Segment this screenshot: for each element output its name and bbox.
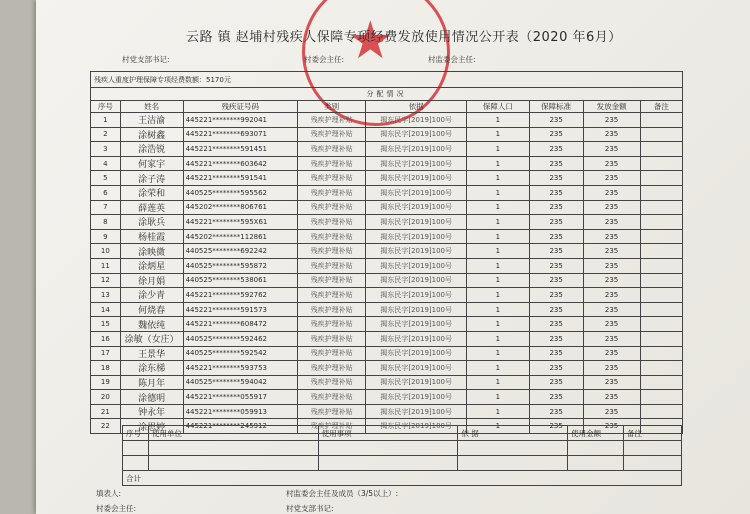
row-population: 1 [466,273,529,288]
footer-secretary-label: 村党支部书记: [286,504,334,513]
row-category: 残疾护理补贴 [297,346,366,361]
row-id-number: 445221********591573 [183,302,297,317]
row-amount: 235 [583,302,640,317]
table-row [91,288,683,303]
row-amount: 235 [583,185,640,200]
row-standard: 235 [529,113,583,128]
row-remarks [640,244,682,259]
row-standard: 235 [529,258,583,273]
row-standard: 235 [529,419,583,434]
row-amount: 235 [583,375,640,390]
row-basis: 揭东民字[2019]100号 [366,244,467,259]
usage-header-remarks: 备注 [624,426,682,441]
row-standard: 235 [529,200,583,215]
row-population: 1 [466,244,529,259]
row-name: 涂敏（女庄） [120,331,183,346]
row-standard: 235 [529,390,583,405]
row-standard: 235 [529,346,583,361]
row-population: 1 [466,404,529,419]
row-basis: 揭东民字[2019]100号 [366,258,467,273]
usage-header-basis: 依 据 [458,426,568,441]
row-id-number: 440525********592542 [183,346,297,361]
table-row [91,113,683,128]
row-name: 涂东梯 [120,361,183,376]
usage-header-no: 序号 [123,426,149,441]
row-name: 何家宇 [120,156,183,171]
row-amount: 235 [583,215,640,230]
row-standard: 235 [529,361,583,376]
table-row [91,273,683,288]
row-category: 残疾护理补贴 [297,171,366,186]
row-amount: 235 [583,142,640,157]
table-row [91,215,683,230]
row-id-number: 445221********603642 [183,156,297,171]
distribution-table [90,71,683,434]
row-amount: 235 [583,273,640,288]
row-id-number: 445221********593753 [183,361,297,376]
row-category: 残疾护理补贴 [297,229,366,244]
row-id-number: 445221********595X61 [183,215,297,230]
usage-table [122,425,682,486]
row-amount: 235 [583,127,640,142]
row-name: 涂德明 [120,390,183,405]
table-row [91,404,683,419]
row-amount: 235 [583,404,640,419]
row-population: 1 [466,419,529,434]
row-basis: 揭东民字[2019]100号 [366,346,467,361]
row-id-number: 440525********595872 [183,258,297,273]
row-basis: 揭东民字[2019]100号 [366,288,467,303]
row-name: 陈月年 [120,375,183,390]
secretary-signature-label: 村党支部书记: [122,55,170,64]
row-basis: 揭东民字[2019]100号 [366,331,467,346]
row-standard: 235 [529,375,583,390]
row-number: 7 [91,200,121,215]
row-basis: 揭东民字[2019]100号 [366,419,467,434]
table-row [91,229,683,244]
row-category: 残疾护理补贴 [297,390,366,405]
row-category: 残疾护理补贴 [297,317,366,332]
row-id-number: 445202********806761 [183,200,297,215]
row-amount: 235 [583,258,640,273]
supervision-signature-label: 村监委会主任: [428,55,476,64]
row-standard: 235 [529,273,583,288]
row-standard: 235 [529,302,583,317]
row-number: 1 [91,113,121,128]
row-name: 何烧春 [120,302,183,317]
table-row [91,258,683,273]
header-no: 序号 [91,101,121,113]
row-amount: 235 [583,229,640,244]
row-population: 1 [466,288,529,303]
row-category: 残疾护理补贴 [297,273,366,288]
row-population: 1 [466,390,529,405]
header-name: 姓名 [120,101,183,113]
row-number: 5 [91,171,121,186]
row-remarks [640,390,682,405]
row-category: 残疾护理补贴 [297,142,366,157]
row-remarks [640,346,682,361]
row-standard: 235 [529,171,583,186]
row-category: 残疾护理补贴 [297,302,366,317]
row-number: 9 [91,229,121,244]
table-row [91,171,683,186]
row-population: 1 [466,185,529,200]
header-amount: 发放金额 [583,101,640,113]
row-amount: 235 [583,288,640,303]
row-standard: 235 [529,288,583,303]
row-name: 钟永年 [120,404,183,419]
row-number: 21 [91,404,121,419]
row-amount: 235 [583,419,640,434]
table-row [91,375,683,390]
row-number: 14 [91,302,121,317]
row-remarks [640,317,682,332]
row-id-number: 445202********112861 [183,229,297,244]
row-id-number: 440525********594042 [183,375,297,390]
row-name: 涂耿兵 [120,215,183,230]
row-amount: 235 [583,244,640,259]
document-page [36,0,750,514]
row-population: 1 [466,346,529,361]
row-remarks [640,113,682,128]
row-number: 20 [91,390,121,405]
row-amount: 235 [583,200,640,215]
row-id-number: 440525********538061 [183,273,297,288]
row-name: 涂炳星 [120,258,183,273]
row-name: 徐月娟 [120,273,183,288]
row-number: 2 [91,127,121,142]
row-standard: 235 [529,185,583,200]
row-standard: 235 [529,215,583,230]
table-row [91,346,683,361]
row-remarks [640,229,682,244]
row-name: 涂子涛 [120,171,183,186]
row-number: 8 [91,215,121,230]
row-remarks [640,156,682,171]
row-standard: 235 [529,404,583,419]
row-remarks [640,185,682,200]
row-basis: 揭东民字[2019]100号 [366,317,467,332]
row-number: 4 [91,156,121,171]
row-id-number: 445221********608472 [183,317,297,332]
row-id-number: 445221********592762 [183,288,297,303]
usage-total-label: 合计 [123,471,682,486]
table-row [91,302,683,317]
row-name: 王洁渝 [120,113,183,128]
row-basis: 揭东民字[2019]100号 [366,142,467,157]
seal-star-icon: ★ [347,11,394,71]
row-category: 残疾护理补贴 [297,156,366,171]
row-standard: 235 [529,156,583,171]
row-population: 1 [466,156,529,171]
row-basis: 揭东民字[2019]100号 [366,361,467,376]
row-category: 残疾护理补贴 [297,113,366,128]
document-title: 云路 镇 赵埔村残疾人保障专项经费发放使用情况公开表（2020 年6月） [186,30,622,45]
row-category: 残疾护理补贴 [297,375,366,390]
footer-director-label: 村委会主任: [96,504,137,513]
row-number: 12 [91,273,121,288]
header-category: 类别 [297,101,366,113]
row-category: 残疾护理补贴 [297,404,366,419]
row-remarks [640,215,682,230]
row-population: 1 [466,317,529,332]
row-id-number: 445221********591541 [183,171,297,186]
row-id-number: 445221********245912 [183,419,297,434]
row-amount: 235 [583,361,640,376]
row-number: 16 [91,331,121,346]
header-remarks: 备注 [640,101,682,113]
table-row [91,185,683,200]
row-population: 1 [466,200,529,215]
row-category: 残疾护理补贴 [297,244,366,259]
row-standard: 235 [529,229,583,244]
row-name: 涂映微 [120,244,183,259]
row-remarks [640,404,682,419]
row-number: 3 [91,142,121,157]
row-amount: 235 [583,317,640,332]
usage-header-item: 使用事项 [318,426,458,441]
row-population: 1 [466,258,529,273]
table-row [91,156,683,171]
row-amount: 235 [583,113,640,128]
row-id-number: 445221********591451 [183,142,297,157]
row-population: 1 [466,127,529,142]
row-name: 薛莲英 [120,200,183,215]
row-basis: 揭东民字[2019]100号 [366,375,467,390]
usage-header-amount: 使用金额 [568,426,624,441]
row-remarks [640,302,682,317]
row-amount: 235 [583,171,640,186]
table-row [91,361,683,376]
row-id-number: 440525********692242 [183,244,297,259]
row-remarks [640,375,682,390]
row-basis: 揭东民字[2019]100号 [366,390,467,405]
table-row [91,200,683,215]
filler-label: 填表人: [96,489,122,498]
row-category: 残疾护理补贴 [297,200,366,215]
row-remarks [640,127,682,142]
table-row [91,331,683,346]
row-id-number: 445221********992041 [183,113,297,128]
row-number: 15 [91,317,121,332]
row-remarks [640,142,682,157]
row-remarks [640,361,682,376]
row-name: 涂少青 [120,288,183,303]
table-row [91,244,683,259]
row-amount: 235 [583,156,640,171]
row-amount: 235 [583,390,640,405]
usage-header-unit: 使用单位 [148,426,318,441]
header-id: 残疾证号码 [183,101,297,113]
row-number: 11 [91,258,121,273]
row-basis: 揭东民字[2019]100号 [366,156,467,171]
director-signature-label: 村委会主任: [304,55,345,64]
row-number: 10 [91,244,121,259]
row-category: 残疾护理补贴 [297,331,366,346]
row-remarks [640,288,682,303]
row-id-number: 440525********595562 [183,185,297,200]
row-category: 残疾护理补贴 [297,215,366,230]
row-category: 残疾护理补贴 [297,361,366,376]
row-standard: 235 [529,142,583,157]
row-id-number: 445221********059913 [183,404,297,419]
row-basis: 揭东民字[2019]100号 [366,171,467,186]
row-name: 涂浩锐 [120,142,183,157]
row-name: 涂荣和 [120,185,183,200]
row-standard: 235 [529,317,583,332]
row-basis: 揭东民字[2019]100号 [366,127,467,142]
row-remarks [640,200,682,215]
row-number: 13 [91,288,121,303]
row-standard: 235 [529,244,583,259]
row-category: 残疾护理补贴 [297,185,366,200]
row-population: 1 [466,215,529,230]
row-population: 1 [466,375,529,390]
header-standard: 保障标准 [529,101,583,113]
row-id-number: 445221********693071 [183,127,297,142]
table-row [91,127,683,142]
row-remarks [640,273,682,288]
row-standard: 235 [529,331,583,346]
row-population: 1 [466,113,529,128]
row-name: 涂树鑫 [120,127,183,142]
row-population: 1 [466,142,529,157]
row-amount: 235 [583,346,640,361]
row-basis: 揭东民字[2019]100号 [366,229,467,244]
table-row [91,317,683,332]
row-name: 王景华 [120,346,183,361]
row-basis: 揭东民字[2019]100号 [366,273,467,288]
row-number: 17 [91,346,121,361]
supervisory-members-label: 村监委会主任及成员（3/5以上）: [286,489,399,498]
row-number: 22 [91,419,121,434]
row-population: 1 [466,171,529,186]
row-number: 18 [91,361,121,376]
row-basis: 揭东民字[2019]100号 [366,185,467,200]
table-row [91,390,683,405]
section-heading: 分配情况 [91,88,683,101]
row-basis: 揭东民字[2019]100号 [366,113,467,128]
row-remarks [640,258,682,273]
row-population: 1 [466,229,529,244]
row-id-number: 440525********592462 [183,331,297,346]
row-basis: 揭东民字[2019]100号 [366,215,467,230]
header-population: 保障人口 [466,101,529,113]
row-category: 残疾护理补贴 [297,419,366,434]
row-basis: 揭东民字[2019]100号 [366,302,467,317]
row-name: 杨桂霞 [120,229,183,244]
table-row [91,142,683,157]
row-remarks [640,331,682,346]
row-amount: 235 [583,331,640,346]
row-number: 6 [91,185,121,200]
row-remarks [640,171,682,186]
row-population: 1 [466,361,529,376]
row-name: 涂思婷 [120,419,183,434]
fund-amount: 残疾人重度护理保障专项经费数额：5170元 [91,72,683,88]
row-basis: 揭东民字[2019]100号 [366,404,467,419]
header-basis: 依据 [366,101,467,113]
row-name: 魏依纯 [120,317,183,332]
row-population: 1 [466,331,529,346]
row-standard: 235 [529,127,583,142]
row-category: 残疾护理补贴 [297,258,366,273]
row-number: 19 [91,375,121,390]
row-category: 残疾护理补贴 [297,127,366,142]
row-category: 残疾护理补贴 [297,288,366,303]
row-population: 1 [466,302,529,317]
row-basis: 揭东民字[2019]100号 [366,200,467,215]
row-id-number: 445221********055917 [183,390,297,405]
